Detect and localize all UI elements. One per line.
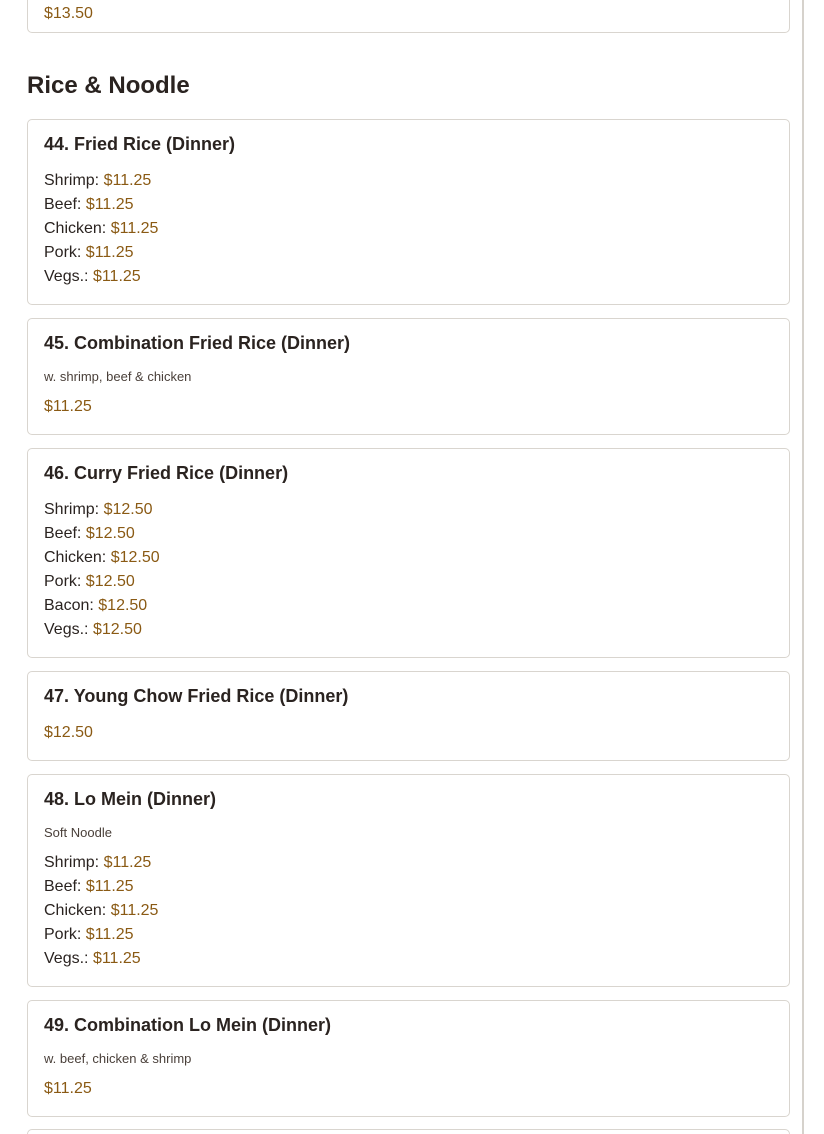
- option-label: Beef:: [44, 525, 82, 542]
- menu-item-card[interactable]: [27, 448, 790, 658]
- option-label: Shrimp:: [44, 172, 100, 189]
- item-price: $13.50: [44, 5, 93, 22]
- item-description: w. shrimp, beef & chicken: [44, 369, 192, 384]
- option-label: Shrimp:: [44, 501, 100, 518]
- option-price: $12.50: [103, 501, 153, 518]
- scroll-edge-divider: [802, 0, 804, 1134]
- menu-item-card[interactable]: [27, 318, 790, 435]
- menu-item-card-next[interactable]: [27, 1129, 790, 1134]
- option-label: Pork:: [44, 926, 82, 943]
- option-label: Chicken:: [44, 220, 107, 237]
- price-option: [44, 241, 158, 265]
- item-price: $12.50: [44, 724, 93, 741]
- option-price: $11.25: [110, 902, 159, 919]
- item-price: $11.25: [44, 1080, 92, 1097]
- option-price: $12.50: [92, 621, 142, 638]
- price-option: [44, 169, 158, 193]
- section-heading: Rice & Noodle: [27, 72, 190, 99]
- price-list: [44, 498, 160, 642]
- price-option: [44, 923, 158, 947]
- option-price: $11.25: [85, 196, 134, 213]
- item-price: $11.25: [44, 398, 92, 415]
- option-price: $12.50: [98, 597, 148, 614]
- item-title: 48. Lo Mein (Dinner): [44, 789, 217, 809]
- option-price: $11.25: [103, 854, 152, 871]
- item-description: Soft Noodle: [44, 825, 112, 840]
- option-label: Vegs.:: [44, 950, 89, 967]
- option-price: $12.50: [110, 549, 160, 566]
- price-option: [44, 498, 160, 522]
- option-label: Pork:: [44, 244, 82, 261]
- option-label: Chicken:: [44, 902, 107, 919]
- option-label: Bacon:: [44, 597, 94, 614]
- option-price: $11.25: [92, 950, 141, 967]
- option-label: Beef:: [44, 196, 82, 213]
- price-list: [44, 851, 158, 971]
- price-option: [44, 570, 160, 594]
- price-option: [44, 594, 160, 618]
- option-price: $11.25: [85, 244, 134, 261]
- item-title: 44. Fried Rice (Dinner): [44, 134, 236, 154]
- item-title: 46. Curry Fried Rice (Dinner): [44, 463, 289, 483]
- option-price: $11.25: [92, 268, 141, 285]
- option-label: Pork:: [44, 573, 82, 590]
- option-price: $11.25: [103, 172, 152, 189]
- option-label: Shrimp:: [44, 854, 100, 871]
- option-price: $12.50: [85, 525, 135, 542]
- option-price: $11.25: [85, 926, 134, 943]
- option-price: $12.50: [85, 573, 135, 590]
- item-title: 45. Combination Fried Rice (Dinner): [44, 333, 351, 353]
- price-option: [44, 851, 158, 875]
- price-option: [44, 265, 158, 289]
- price-option: [44, 899, 158, 923]
- menu-item-card[interactable]: [27, 119, 790, 305]
- price-option: [44, 546, 160, 570]
- menu-item-card[interactable]: [27, 1000, 790, 1117]
- option-label: Chicken:: [44, 549, 107, 566]
- option-label: Vegs.:: [44, 621, 89, 638]
- item-description: w. beef, chicken & shrimp: [44, 1051, 192, 1066]
- price-list: [44, 169, 158, 289]
- item-title: 49. Combination Lo Mein (Dinner): [44, 1015, 331, 1035]
- option-label: Beef:: [44, 878, 82, 895]
- item-title: 47. Young Chow Fried Rice (Dinner): [44, 686, 349, 706]
- option-label: Vegs.:: [44, 268, 89, 285]
- price-option: [44, 193, 158, 217]
- price-option: [44, 947, 158, 971]
- price-option: [44, 217, 158, 241]
- price-option: [44, 618, 160, 642]
- menu-item-card-previous[interactable]: [27, 0, 790, 33]
- price-option: [44, 522, 160, 546]
- option-price: $11.25: [110, 220, 159, 237]
- price-option: [44, 875, 158, 899]
- menu-item-card[interactable]: [27, 774, 790, 987]
- menu-item-card[interactable]: [27, 671, 790, 761]
- option-price: $11.25: [85, 878, 134, 895]
